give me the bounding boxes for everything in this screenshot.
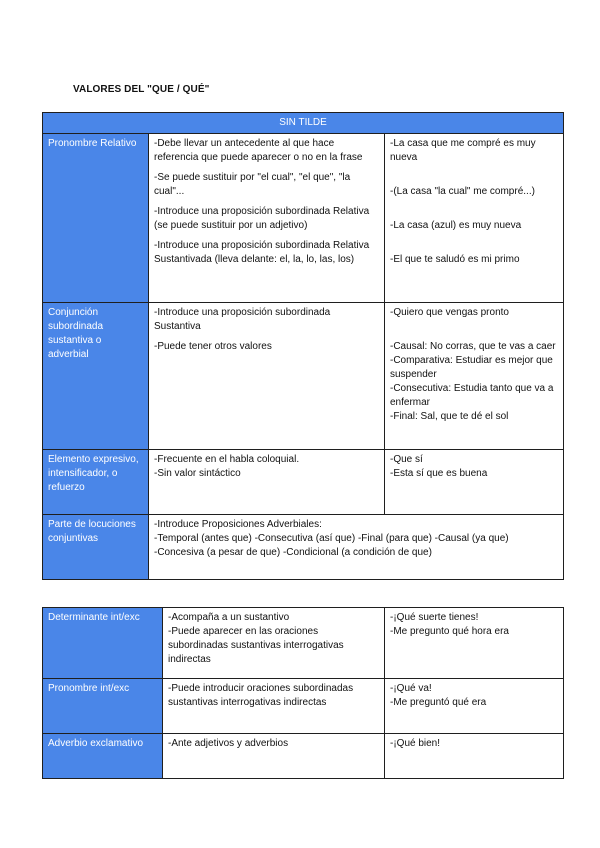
examples-cell [385, 679, 564, 734]
locucion-line: -Temporal (antes que) -Consecutiva (así que) -Final (para que) -Causal (ya que) [154, 533, 509, 544]
use-item: -Puede introducir oraciones subordinadas sustantivas interrogativas indirectas [168, 683, 354, 708]
example-item: -Me preguntó qué era [390, 697, 487, 708]
con-tilde-table [42, 607, 564, 779]
table-row [43, 608, 564, 679]
use-item: -Introduce una proposición subordinada Relativa Sustantivada (lleva delante: el, la, lo, las, los) [154, 240, 370, 265]
use-item: -Acompaña a un sustantivo [168, 612, 290, 623]
uses-cell [149, 450, 385, 515]
uses-cell [149, 303, 385, 450]
sin-tilde-table [42, 112, 564, 580]
uses-cell [163, 734, 385, 779]
examples-cell [385, 450, 564, 515]
example-item: -¡Qué va! [390, 683, 432, 694]
table-row [43, 134, 564, 303]
example-item: -Que sí [390, 454, 423, 465]
example-item: -Consecutiva: Estudia tanto que va a enfermar [390, 383, 554, 408]
page-title: VALORES DEL "QUE / QUÉ" [73, 84, 210, 95]
use-item: -Frecuente en el habla coloquial. [154, 454, 300, 465]
row-label-determinante: Determinante int/exc [43, 608, 163, 679]
uses-cell [149, 134, 385, 303]
examples-cell [385, 734, 564, 779]
example-item: -La casa (azul) es muy nueva [390, 220, 522, 231]
use-item: -Se puede sustituir por "el cual", "el que", "la cual"... [154, 172, 351, 197]
use-item: -Introduce una proposición subordinada Relativa (se puede sustituir por un adjetivo) [154, 206, 370, 231]
use-item: -Introduce una proposición subordinada Sustantiva [154, 307, 331, 332]
table-row [43, 515, 564, 580]
example-item: -El que te saludó es mi primo [390, 254, 520, 265]
examples-cell [385, 608, 564, 679]
use-item: -Debe llevar un antecedente al que hace referencia que puede aparecer o no en la frase [154, 138, 363, 163]
example-item: -¡Qué suerte tienes! [390, 612, 479, 623]
table-row [43, 450, 564, 515]
uses-cell [163, 608, 385, 679]
locuciones-cell [149, 515, 564, 580]
locucion-line: -Introduce Proposiciones Adverbiales: [154, 519, 322, 530]
table-header: SIN TILDE [43, 113, 564, 134]
example-item: -¡Qué bien! [390, 738, 441, 749]
use-item: -Puede aparecer en las oraciones subordinadas sustantivas interrogativas indirectas [168, 626, 344, 665]
table-row [43, 303, 564, 450]
row-label-locuciones: Parte de locuciones conjuntivas [43, 515, 149, 580]
use-item: -Sin valor sintáctico [154, 468, 241, 479]
row-label-pronombre-int: Pronombre int/exc [43, 679, 163, 734]
example-item: -Quiero que vengas pronto [390, 307, 509, 318]
row-label-elemento-expresivo: Elemento expresivo, intensificador, o refuerzo [43, 450, 149, 515]
example-item: -(La casa "la cual" me compré...) [390, 186, 535, 197]
use-item: -Puede tener otros valores [154, 341, 272, 352]
example-item: -Final: Sal, que te dé el sol [390, 411, 509, 422]
example-item: -Esta sí que es buena [390, 468, 488, 479]
examples-cell [385, 303, 564, 450]
examples-cell [385, 134, 564, 303]
table-row [43, 734, 564, 779]
example-item: -La casa que me compré es muy nueva [390, 138, 536, 163]
table-row [43, 679, 564, 734]
example-item: -Causal: No corras, que te vas a caer [390, 341, 556, 352]
example-item: -Me pregunto qué hora era [390, 626, 509, 637]
use-item: -Ante adjetivos y adverbios [168, 738, 289, 749]
uses-cell [163, 679, 385, 734]
row-label-adverbio: Adverbio exclamativo [43, 734, 163, 779]
example-item: -Comparativa: Estudiar es mejor que suspender [390, 355, 553, 380]
locucion-line: -Concesiva (a pesar de que) -Condicional (a condición de que) [154, 547, 432, 558]
row-label-conjuncion: Conjunción subordinada sustantiva o adverbial [43, 303, 149, 450]
row-label-pronombre-relativo: Pronombre Relativo [43, 134, 149, 303]
